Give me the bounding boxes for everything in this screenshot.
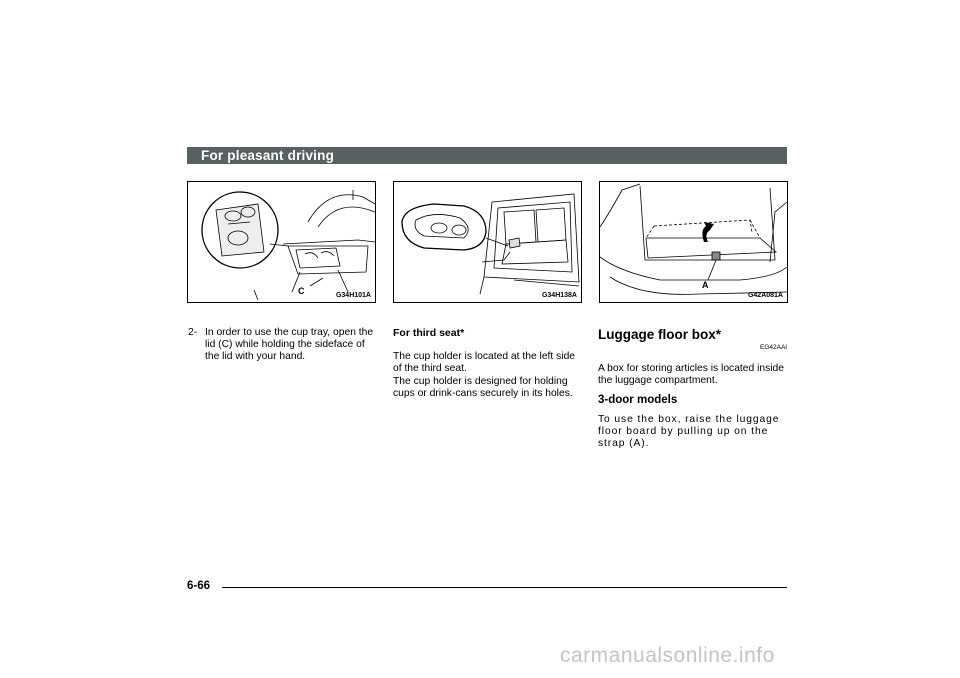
luggage-floor-box-illustration	[600, 182, 787, 302]
figure-code: G42A081A	[747, 292, 783, 299]
figure-code: G34H101A	[335, 292, 371, 299]
paragraph: The cup holder is located at the left side of the third seat.	[393, 351, 576, 375]
section-header-bar	[187, 147, 787, 164]
cup-holder-third-seat-illustration	[394, 182, 581, 302]
paragraph: The cup holder is designed for holding cups or drink-cans securely in its holes.	[393, 375, 573, 399]
cup-tray-illustration	[188, 182, 375, 302]
paragraph: To use the box, raise the luggage floor board by pulling up on the strap (A).	[598, 414, 780, 450]
figure-code: G34H138A	[541, 292, 577, 299]
footer-rule	[222, 587, 787, 588]
document-code: EG42AAI	[760, 344, 788, 351]
figure-luggage-box	[599, 181, 788, 303]
subheading-third-seat: For third seat*	[393, 327, 465, 339]
subheading-3-door: 3-door models	[598, 394, 678, 406]
callout-label-a: A	[702, 280, 709, 290]
step-number: 2-	[188, 327, 198, 338]
figure-cup-tray	[187, 181, 376, 303]
callout-label-c: C	[298, 286, 305, 296]
section-heading: Luggage floor box*	[598, 327, 721, 342]
step-text: In order to use the cup tray, open the lid (C) while holding the sideface of the lid with your hand.	[205, 327, 374, 363]
watermark: carmanualsonline.info	[560, 644, 775, 667]
middle-column	[393, 327, 583, 400]
section-title: For pleasant driving	[201, 148, 335, 163]
page-number: 6-66	[187, 580, 211, 592]
paragraph: A box for storing articles is located inside the luggage compartment.	[598, 363, 785, 387]
figure-cup-holder	[393, 181, 582, 303]
